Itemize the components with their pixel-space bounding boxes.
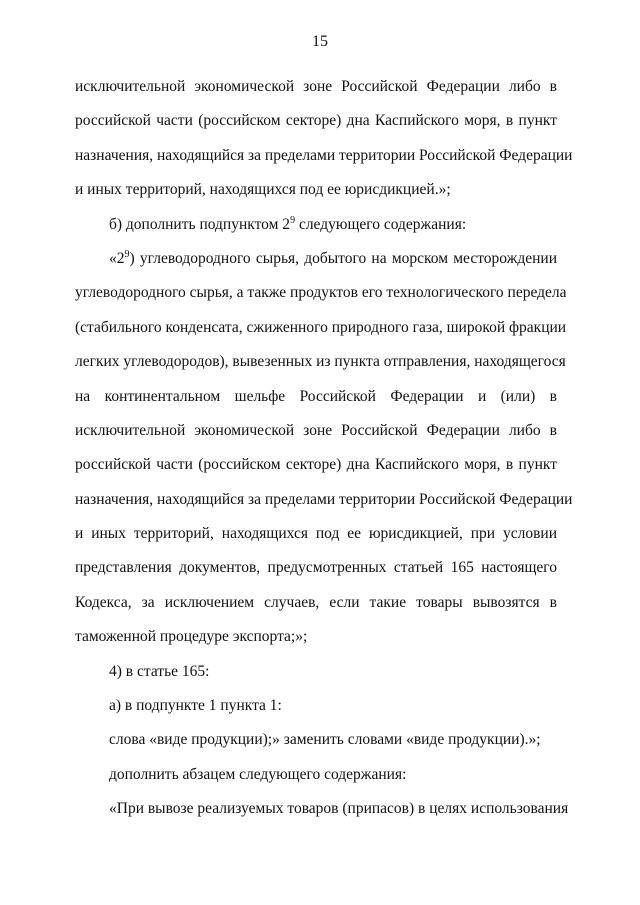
text-line: легких углеводородов), вывезенных из пункта отправления, находящегося (75, 353, 566, 371)
text-segment: ) углеводородного сырья, добытого на морском месторождении (129, 249, 557, 267)
text-line-with-superscript (75, 242, 557, 276)
text-line: а) в подпункте 1 пункта 1: (109, 697, 282, 715)
text-segment: следующего содержания: (295, 215, 467, 233)
text-line: российской части (российском секторе) дна Каспийского моря, в пункт (75, 112, 557, 130)
text-line: представления документов, предусмотренных статьей 165 настоящего (75, 559, 557, 577)
superscript: 9 (124, 248, 130, 260)
text-line: (стабильного конденсата, сжиженного природного газа, широкой фракции (75, 318, 567, 336)
page-number: 15 (312, 33, 328, 50)
text-line: и иных территорий, находящихся под ее юрисдикцией.»; (75, 181, 451, 199)
text-line: углеводородного сырья, а также продуктов его технологического передела (75, 284, 567, 302)
text-segment: «2 (109, 249, 125, 267)
text-line: на континентальном шельфе Российской Федерации и (или) в (75, 387, 557, 405)
text-segment: б) дополнить подпунктом 2 (109, 215, 291, 233)
text-line: исключительной экономической зоне Российской Федерации либо в (75, 421, 557, 439)
text-line: 4) в статье 165: (109, 662, 210, 680)
text-line: Кодекса, за исключением случаев, если такие товары вывозятся в (75, 593, 557, 611)
text-line: назначения, находящийся за пределами территории Российской Федерации (75, 146, 573, 164)
text-line: назначения, находящийся за пределами территории Российской Федерации (75, 490, 573, 508)
text-line: слова «виде продукции);» заменить словами «виде продукции).»; (109, 731, 541, 749)
text-line: «При вывозе реализуемых товаров (припасов) в целях использования (109, 800, 569, 818)
text-line: дополнить абзацем следующего содержания: (109, 765, 407, 783)
text-line: и иных территорий, находящихся под ее юрисдикцией, при условии (75, 525, 557, 543)
superscript: 9 (290, 214, 296, 226)
text-line: российской части (российском секторе) дна Каспийского моря, в пункт (75, 456, 557, 474)
document-body (75, 70, 573, 827)
text-line: таможенной процедуре экспорта;»; (75, 628, 308, 646)
text-line: исключительной экономической зоне Российской Федерации либо в (75, 78, 557, 95)
text-line-with-superscript (75, 208, 557, 242)
